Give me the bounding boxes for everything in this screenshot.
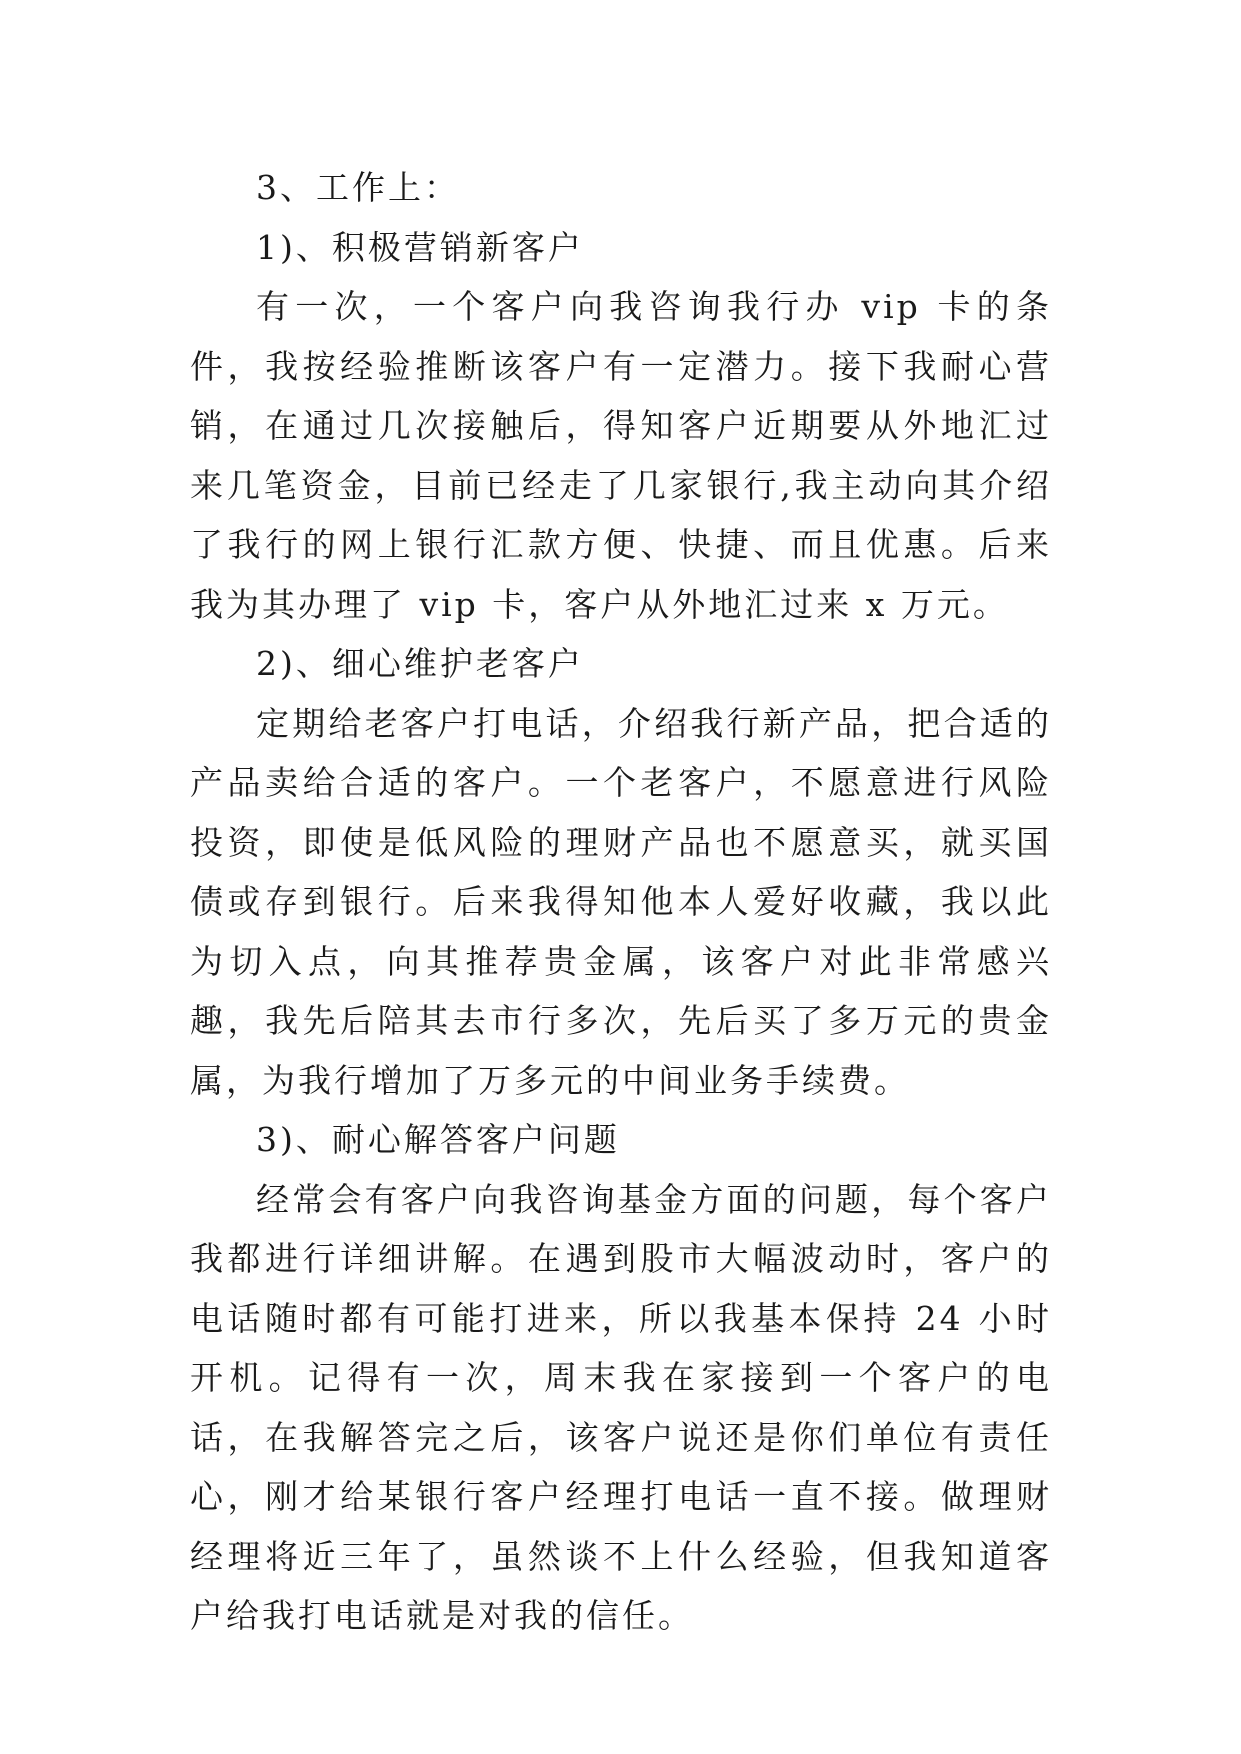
subheading-old-customers: 2)、细心维护老客户 [256, 644, 584, 683]
subheading-answer-questions: 3)、耐心解答客户问题 [256, 1120, 620, 1159]
document-page [190, 158, 1052, 1646]
paragraph-answer-questions: 经常会有客户向我咨询基金方面的问题，每个客户我都进行详细讲解。在遇到股市大幅波动时，客户的电话随时都有可能打进来，所以我基本保持 24 小时开机。记得有一次，周末我在家接到一个客户的电话，在我解答完之后，该客户说还是你们单位有责任心，刚才给某银行客户经理打电话一直不接。做理财经理将近三年了，虽然谈不上什么经验，但我知道客户给我打电话就是对我的信任。 [190, 1179, 1052, 1635]
paragraph-old-customers: 定期给老客户打电话，介绍我行新产品，把合适的产品卖给合适的客户。一个老客户，不愿意进行风险投资，即使是低风险的理财产品也不愿意买，就买国债或存到银行。后来我得知他本人爱好收藏，我以此为切入点，向其推荐贵金属，该客户对此非常感兴趣，我先后陪其去市行多次，先后买了多万元的贵金属，为我行增加了万多元的中间业务手续费。 [190, 703, 1052, 1100]
section-heading-work: 3、工作上： [256, 168, 460, 207]
paragraph-new-customers: 有一次，一个客户向我咨询我行办 vip 卡的条件，我按经验推断该客户有一定潜力。接下我耐心营销，在通过几次接触后，得知客户近期要从外地汇过来几笔资金，目前已经走了几家银行,我主动向其介绍了我行的网上银行汇款方便、快捷、而且优惠。后来我为其办理了 vip 卡，客户从外地汇过来 x 万元。 [190, 287, 1052, 624]
subheading-new-customers: 1)、积极营销新客户 [256, 227, 584, 267]
